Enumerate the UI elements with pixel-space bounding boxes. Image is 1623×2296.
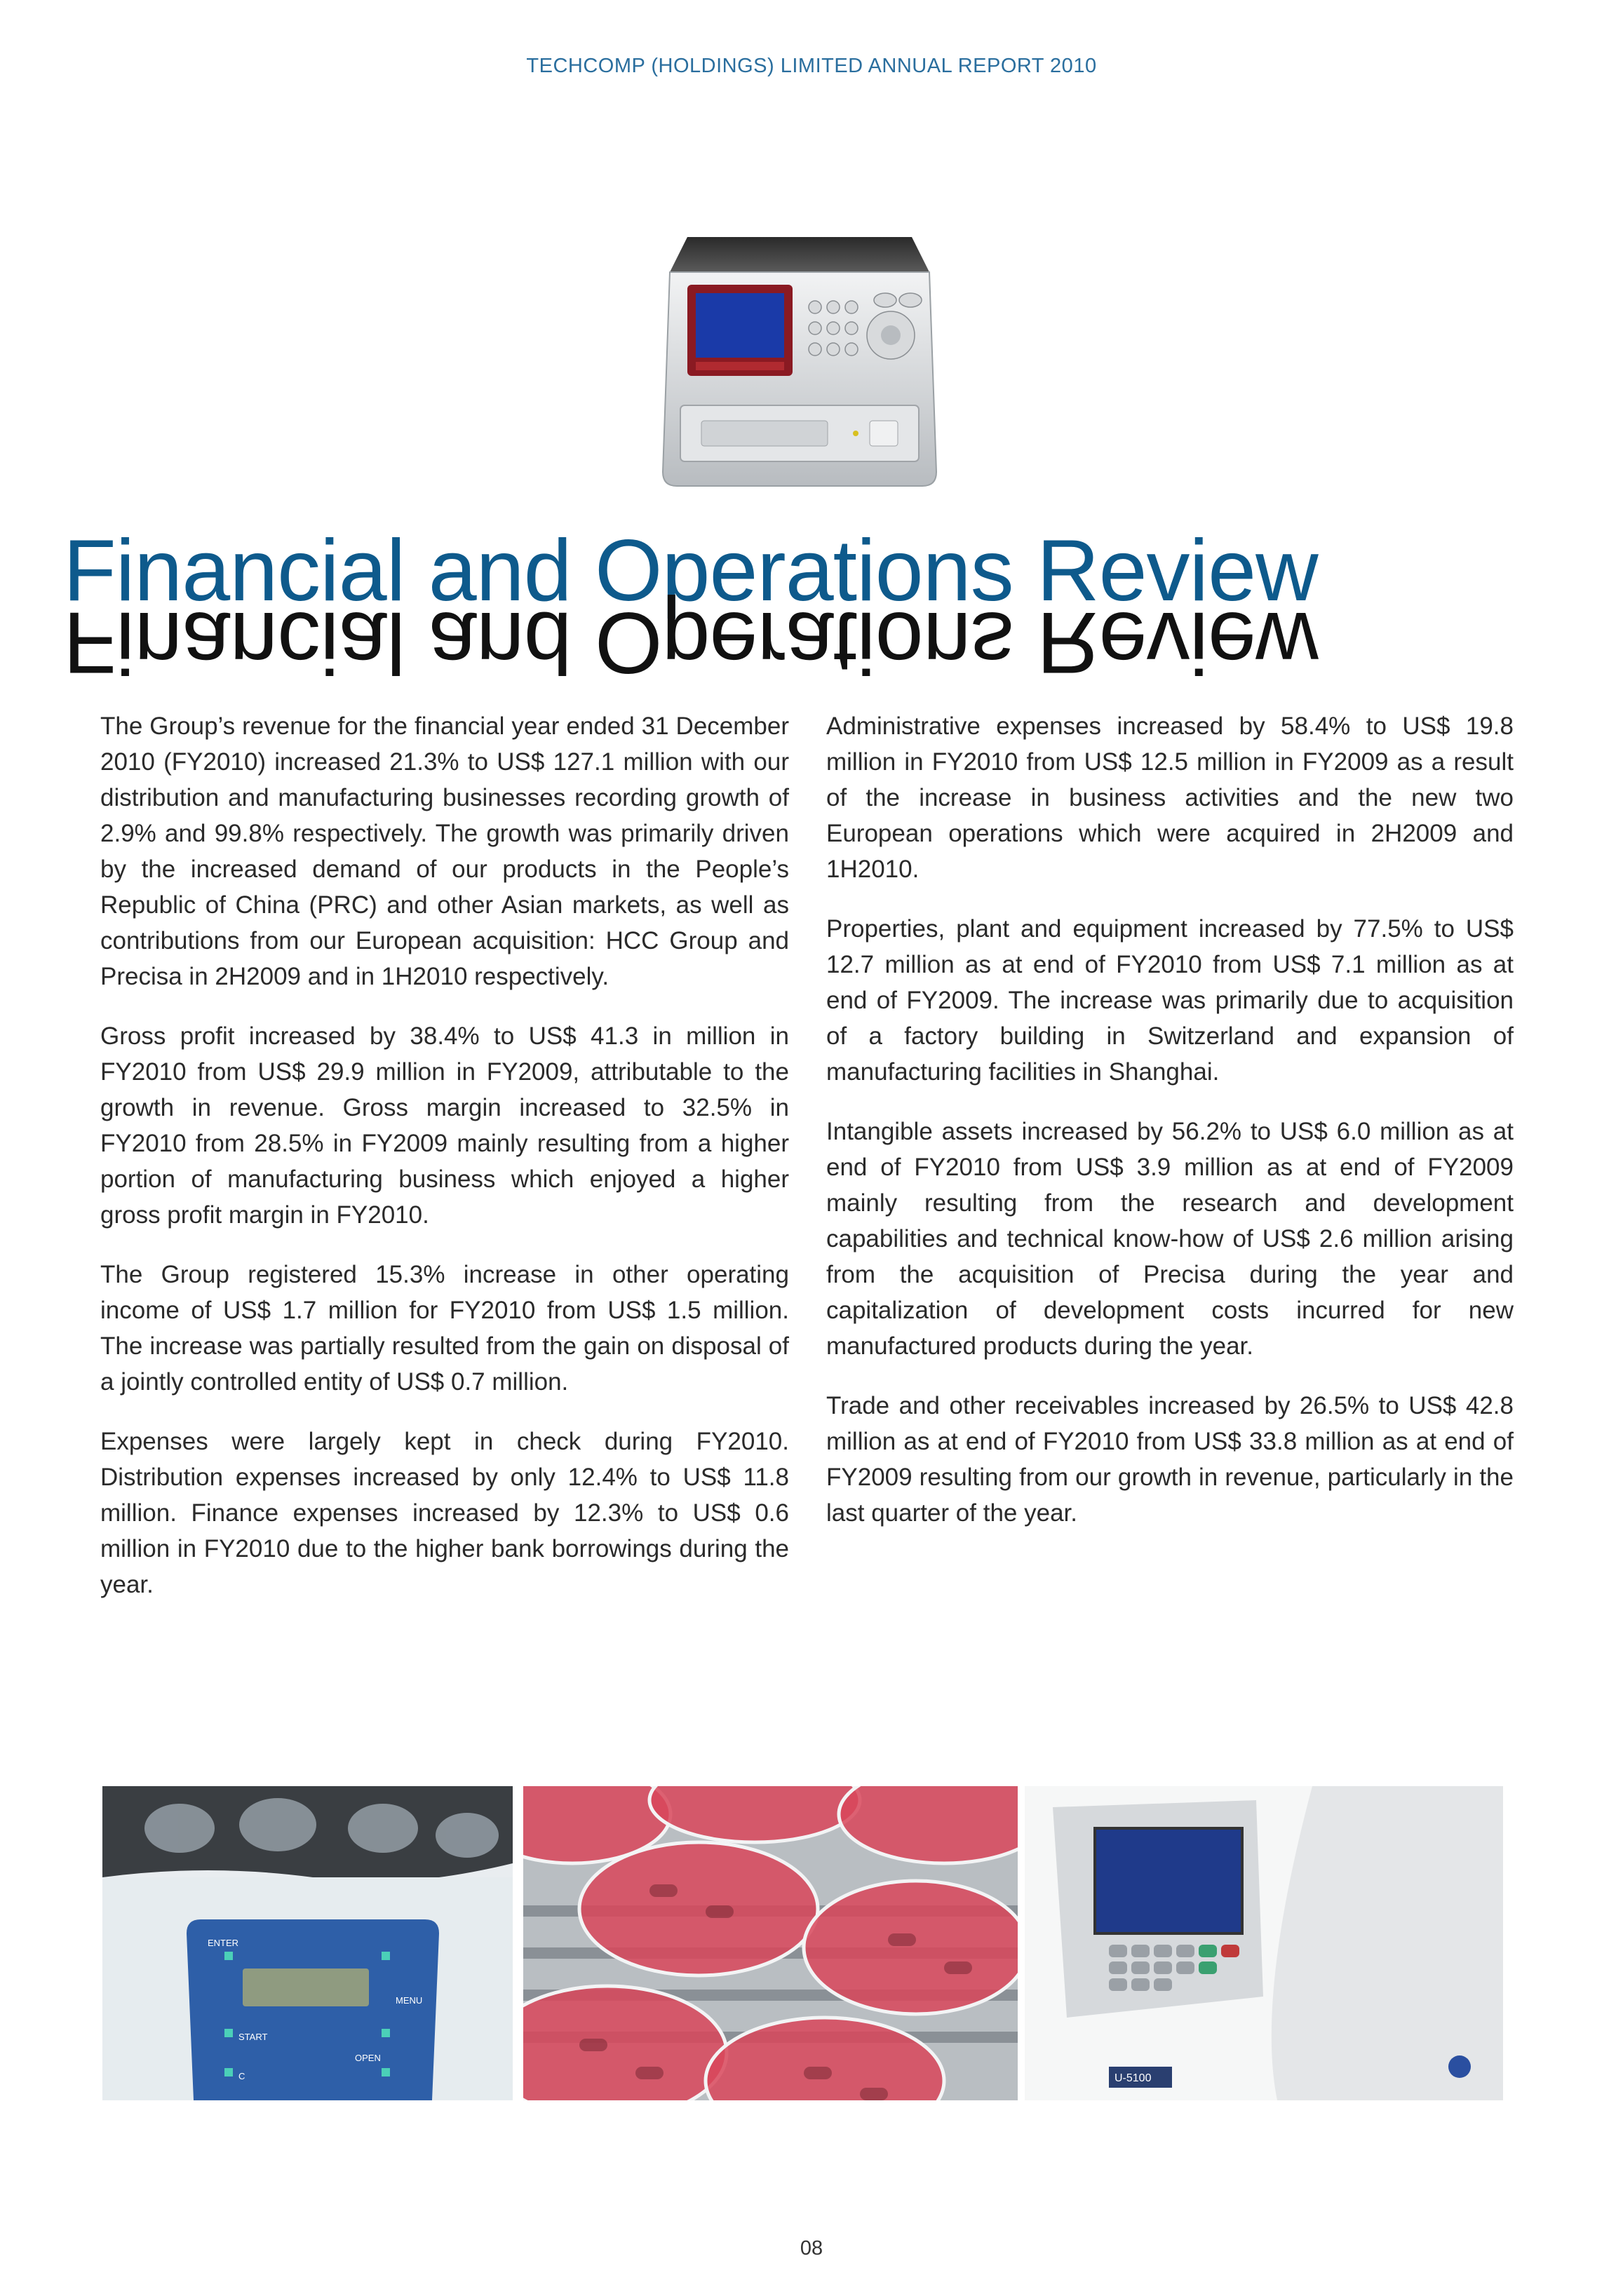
paragraph: Gross profit increased by 38.4% to US$ 41.3 in million in FY2010 from US$ 29.9 million in FY2009, attributable to the growth in revenue. Gross margin increased to 32.5% in FY2010 from 28.5% in FY2009 mainly resulting from a higher portion of manufacturing business which enjoyed a higher gross profit margin in FY2010. — [100, 1022, 789, 1229]
start-label: START — [238, 2032, 268, 2042]
enter-label: ENTER — [208, 1938, 239, 1948]
paragraph: Administrative expenses increased by 58.4% to US$ 19.8 million in FY2010 from US$ 12.5 million in FY2009 as a result of the increase in business activities and the new two European operations which were acquired in 2H2009 and 1H2010. — [826, 713, 1514, 883]
right-column — [826, 708, 1514, 1555]
paragraph: Trade and other receivables increased by 26.5% to US$ 42.8 million as at end of FY2010 from US$ 33.8 million as at end of FY2009 resulting from our growth in revenue, particularly in the last quarter of the year. — [826, 1392, 1514, 1527]
open-label: OPEN — [355, 2053, 381, 2063]
spectrophotometer-photo — [1025, 1786, 1503, 2100]
paragraph: Intangible assets increased by 56.2% to US$ 6.0 million as at end of FY2010 from US$ 3.9 million as at end of FY2009 mainly resulting from the research and development capabilities and technical know-how of US$ 2.6 million arising from the acquisition of Precisa during the year and capitalization of development costs incurred for new manufactured products during the year. — [826, 1118, 1514, 1360]
c-label: C — [238, 2071, 245, 2081]
paragraph: Expenses were largely kept in check during FY2010. Distribution expenses increased by only 12.4% to US$ 11.8 million. Finance expenses increased by 12.3% to US$ 0.6 million in FY2010 due to the higher bank borrowings during the year. — [100, 1428, 789, 1598]
petri-dishes-photo — [523, 1786, 1018, 2100]
paragraph: The Group registered 15.3% increase in other operating income of US$ 1.7 million for FY2010 from US$ 1.5 million. The increase was partially resulted from the gain on disposal of a jointly controlled entity of US$ 0.7 million. — [100, 1261, 789, 1396]
page-number: 08 — [800, 2237, 823, 2260]
page-title-reflection: Financial and Operations Review — [63, 594, 1318, 691]
centrifuge-photo — [102, 1786, 513, 2100]
paragraph: The Group’s revenue for the financial year ended 31 December 2010 (FY2010) increased 21.3% to US$ 127.1 million with our distribution and manufacturing businesses recording growth of 2.9% and 99.8% respectively. The growth was primarily driven by the increased demand of our products in the People’s Republic of China (PRC) and other Asian markets, as well as contributions from our European acquisition: HCC Group and Precisa in 2H2009 and in 1H2010 respectively. — [100, 713, 789, 990]
page-title: Financial and Operations Review — [63, 522, 1318, 619]
running-header: TECHCOMP (HOLDINGS) LIMITED ANNUAL REPORT 2010 — [526, 55, 1097, 77]
menu-label: MENU — [396, 1995, 423, 2006]
left-column — [100, 708, 789, 1626]
paragraph: Properties, plant and equipment increased by 77.5% to US$ 12.7 million as at end of FY2010 from US$ 7.1 million as at end of FY2009. The increase was primarily due to acquisition of a factory building in Switzerland and expansion of manufacturing facilities in Shanghai. — [826, 915, 1514, 1086]
model-label: U-5100 — [1114, 2072, 1152, 2084]
moisture-analyzer-image — [659, 230, 940, 491]
page-title-block — [63, 522, 1571, 690]
